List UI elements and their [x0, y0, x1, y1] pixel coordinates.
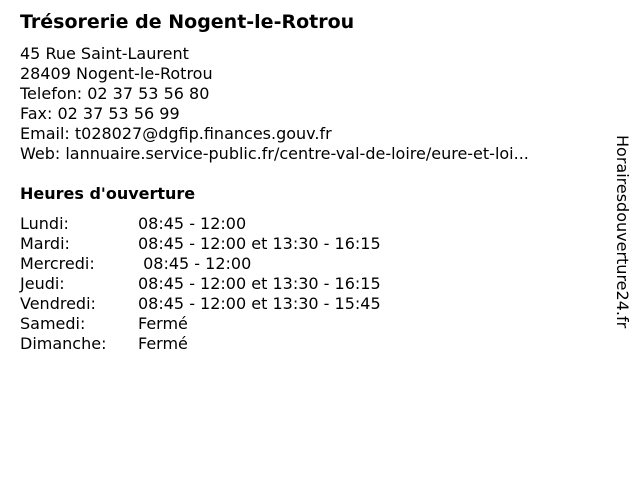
contact-info	[20, 44, 529, 164]
day-label: Vendredi:	[20, 294, 96, 313]
hours-row-wednesday	[20, 254, 440, 274]
watermark-text: Horairesdouverture24.fr	[613, 135, 632, 329]
hours-heading: Heures d'ouverture	[20, 184, 196, 203]
fax-line: Fax: 02 37 53 56 99	[20, 104, 180, 123]
hours-row-tuesday	[20, 234, 440, 254]
day-hours: Fermé	[138, 334, 188, 353]
day-hours: 08:45 - 12:00 et 13:30 - 15:45	[138, 294, 381, 313]
hours-row-thursday	[20, 274, 440, 294]
day-label: Jeudi:	[20, 274, 65, 293]
day-hours: Fermé	[138, 314, 188, 333]
web-line: Web: lannuaire.service-public.fr/centre-val-de-loire/eure-et-loi...	[20, 144, 529, 163]
day-hours: 08:45 - 12:00 et 13:30 - 16:15	[138, 274, 381, 293]
day-hours: 08:45 - 12:00	[138, 254, 252, 273]
phone-line: Telefon: 02 37 53 56 80	[20, 84, 210, 103]
day-label: Mardi:	[20, 234, 70, 253]
hours-row-friday	[20, 294, 440, 314]
day-label: Samedi:	[20, 314, 86, 333]
hours-row-monday	[20, 214, 440, 234]
day-hours: 08:45 - 12:00 et 13:30 - 16:15	[138, 234, 381, 253]
email-line: Email: t028027@dgfip.finances.gouv.fr	[20, 124, 332, 143]
hours-row-saturday	[20, 314, 440, 334]
hours-table	[20, 214, 440, 354]
business-name: Trésorerie de Nogent-le-Rotrou	[20, 11, 355, 33]
address-city: 28409 Nogent-le-Rotrou	[20, 64, 213, 83]
day-hours: 08:45 - 12:00	[138, 214, 247, 233]
day-label: Dimanche:	[20, 334, 107, 353]
watermark	[612, 135, 632, 345]
hours-row-sunday	[20, 334, 440, 354]
address-street: 45 Rue Saint-Laurent	[20, 44, 189, 63]
day-label: Mercredi:	[20, 254, 95, 273]
day-label: Lundi:	[20, 214, 69, 233]
